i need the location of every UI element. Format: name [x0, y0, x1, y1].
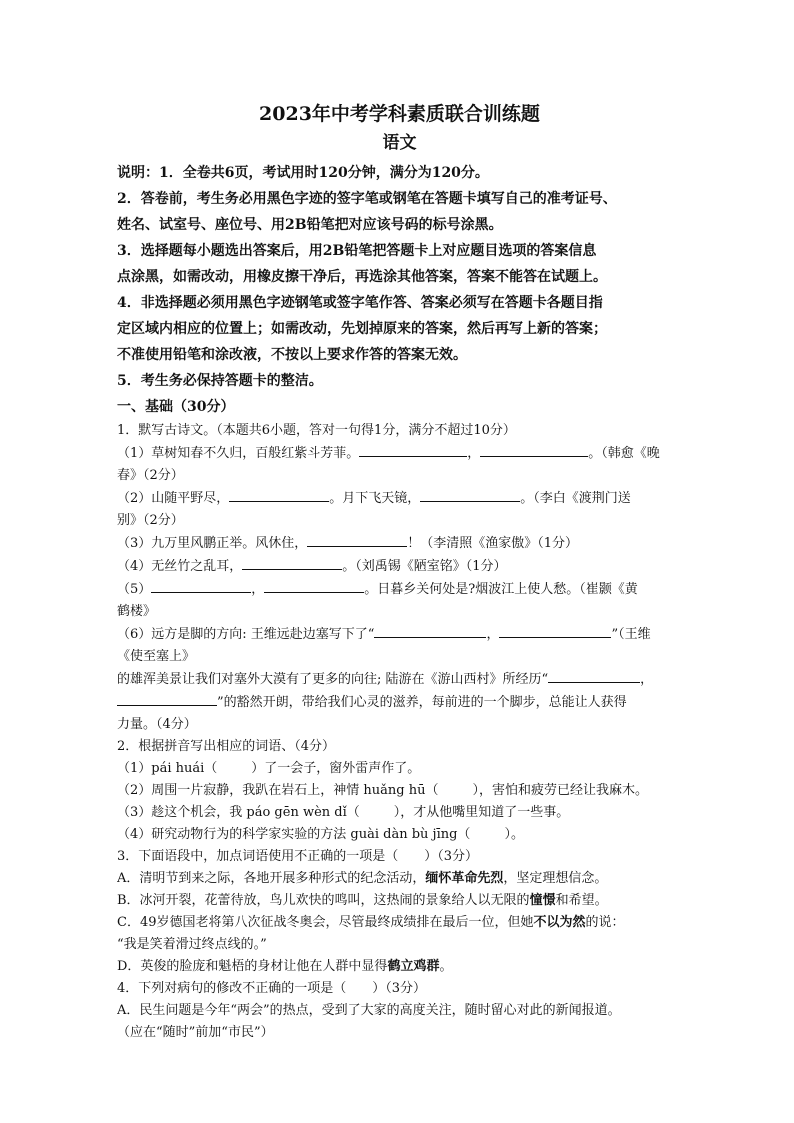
question-text: ）。 — [504, 827, 524, 842]
option-text: D．英俊的脸庞和魁梧的身材让他在人群中显得 — [117, 959, 388, 974]
pinyin-item — [117, 824, 682, 846]
sub-question-1 — [117, 442, 682, 465]
question-text: ， — [640, 672, 654, 687]
question-text: ， — [467, 446, 481, 461]
question-text: ， — [486, 627, 500, 642]
dotted-term: 缅怀革命先烈 — [425, 871, 504, 886]
question-text: 。（李白《渡荆门送 — [520, 491, 631, 506]
question-text: 。（韩愈《晚 — [588, 446, 660, 461]
dotted-term: 憧憬 — [529, 893, 556, 908]
answer-blank — [151, 578, 251, 593]
question-text-line — [117, 668, 682, 691]
question-text-line: 力量。（4分） — [117, 717, 197, 732]
option-a: A．民生问题是今年“两会”的热点，受到了大家的高度关注，随时留心对此的新闻报道。 — [117, 1003, 621, 1018]
instructions-block — [117, 160, 682, 394]
question-text: 。（刘禹锡《陋室铭》（1分） — [342, 559, 507, 574]
question-stem: 3．下面语段中，加点词语使用不正确的一项是（ ）（3分） — [117, 849, 479, 864]
dotted-term: 不以为然 — [533, 915, 586, 930]
answer-blank — [420, 487, 520, 502]
question-text: ！（李清照《渔家傲》（1分） — [407, 536, 579, 551]
sub-question-2 — [117, 487, 682, 510]
question-stem: 1．默写古诗文。（本题共6小题，答对一句得1分，满分不超过10分） — [117, 423, 516, 438]
question-stem: 4．下列对病句的修改不正确的一项是（ ）（3分） — [117, 981, 427, 996]
question-text: （3）趁这个机会，我 páo gēn wèn dǐ（ — [117, 805, 360, 820]
instruction-line: 定区域内相应的位置上；如需改动，先划掉原来的答案，然后再写上新的答案； — [117, 321, 607, 337]
question-text: ），害怕和疲劳已经让我麻木。 — [472, 783, 648, 798]
answer-blank — [117, 691, 217, 706]
instruction-line: 4．非选择题必须用黑色字迹钢笔或签字笔作答、答案必须写在答题卡各题目指 — [117, 295, 603, 311]
answer-blank — [307, 532, 407, 547]
option-text: 。 — [439, 959, 453, 974]
question-text: 。月下飞天镜， — [329, 491, 421, 506]
sub-question-5 — [117, 578, 682, 601]
question-text: 的雄浑美景让我们对塞外大漠有了更多的向往; 陆游在《游山西村》所经历“ — [117, 672, 549, 687]
option-c-continued: “我是笑着滑过终点线的。” — [117, 937, 267, 952]
option-a — [117, 868, 682, 890]
question-text: ”的豁然开朗，带给我们心灵的滋养，每前进的一个脚步，总能让人获得 — [217, 695, 627, 710]
option-text: C．49岁德国老将第八次征战冬奥会，尽管最终成绩排在最后一位，但她 — [117, 915, 534, 930]
question-text: （4）无丝竹之乱耳， — [117, 559, 243, 574]
option-text: 和希望。 — [555, 893, 608, 908]
subject-title: 语文 — [382, 133, 417, 153]
exam-title: 2023年中考学科素质联合训练题 — [259, 103, 540, 125]
question-text: （6）远方是脚的方向: 王维远赴边塞写下了“ — [117, 627, 375, 642]
section-heading: 一、基础（30分） — [117, 399, 235, 415]
question-3 — [117, 846, 682, 978]
question-text: （3）九万里风鹏正举。风休住， — [117, 536, 308, 551]
question-text: （1）草树知春不久归，百般红紫斗芳菲。 — [117, 446, 360, 461]
question-text-line: 鹤楼》 — [117, 604, 157, 619]
dotted-term: 鹤立鸡群 — [387, 959, 440, 974]
sub-question-4 — [117, 555, 682, 578]
pinyin-item — [117, 802, 682, 824]
question-text-line: 春》（2分） — [117, 468, 184, 483]
question-2 — [117, 736, 682, 846]
answer-blank — [548, 668, 640, 683]
sub-question-3 — [117, 532, 682, 555]
question-text-line: 《使至塞上》 — [117, 649, 196, 664]
question-text: 。日暮乡关何处是?烟波江上使人愁。（崔颢《黄 — [364, 582, 638, 597]
exam-page — [117, 100, 682, 1044]
option-text: A．清明节到来之际，各地开展多种形式的纪念活动， — [117, 871, 426, 886]
question-text-line: 别》（2分） — [117, 513, 184, 528]
question-text: ）了一会子，窗外雷声作了。 — [251, 761, 421, 776]
option-d — [117, 956, 682, 978]
pinyin-item — [117, 758, 682, 780]
question-text: （1）pái huái（ — [117, 761, 218, 776]
option-a-continued: （应在“随时”前加“市民”） — [117, 1025, 274, 1040]
instruction-line: 3．选择题每小题选出答案后，用2B铅笔把答题卡上对应题目选项的答案信息 — [117, 243, 597, 259]
question-text: （2）周围一片寂静，我趴在岩石上，神情 huǎng hū（ — [117, 783, 439, 798]
answer-blank — [264, 578, 364, 593]
answer-blank — [480, 442, 588, 457]
question-text: （5） — [117, 582, 152, 597]
option-b — [117, 890, 682, 912]
instruction-line: 说明：1．全卷共6页，考试用时120分钟，满分为120分。 — [117, 165, 489, 181]
instruction-line: 2．答卷前，考生务必用黑色字迹的签字笔或钢笔在答题卡填写自己的准考证号、 — [117, 191, 617, 207]
question-stem: 2．根据拼音写出相应的词语、（4分） — [117, 739, 336, 754]
question-text: （2）山随平野尽， — [117, 491, 230, 506]
pinyin-item — [117, 780, 682, 802]
question-text: （4）研究动物行为的科学家实验的方法 guài dàn bù jīng（ — [117, 827, 471, 842]
instruction-line: 不准使用铅笔和涂改液，不按以上要求作答的答案无效。 — [117, 347, 467, 363]
answer-blank — [242, 555, 342, 570]
question-4 — [117, 978, 682, 1044]
answer-blank — [359, 442, 467, 457]
question-text: ），才从他嘴里知道了一些事。 — [393, 805, 570, 820]
option-c — [117, 912, 682, 934]
option-text: 的说： — [585, 915, 625, 930]
answer-blank — [374, 623, 486, 638]
instruction-line: 5．考生务必保持答题卡的整洁。 — [117, 373, 323, 389]
sub-question-6 — [117, 623, 682, 646]
option-text: ，坚定理想信念。 — [503, 871, 608, 886]
question-text: ”（王维 — [611, 627, 651, 642]
question-1 — [117, 420, 682, 736]
instruction-line: 姓名、试室号、座位号、用2B铅笔把对应该号码的标号涂黑。 — [117, 217, 503, 233]
question-text-line — [117, 691, 682, 714]
answer-blank — [499, 623, 611, 638]
answer-blank — [229, 487, 329, 502]
question-text: ， — [251, 582, 265, 597]
instruction-line: 点涂黑，如需改动，用橡皮擦干净后，再选涂其他答案，答案不能答在试题上。 — [117, 269, 607, 285]
option-text: B．冰河开裂，花蕾待放，鸟儿欢快的鸣叫，这热闹的景象给人以无限的 — [117, 893, 530, 908]
